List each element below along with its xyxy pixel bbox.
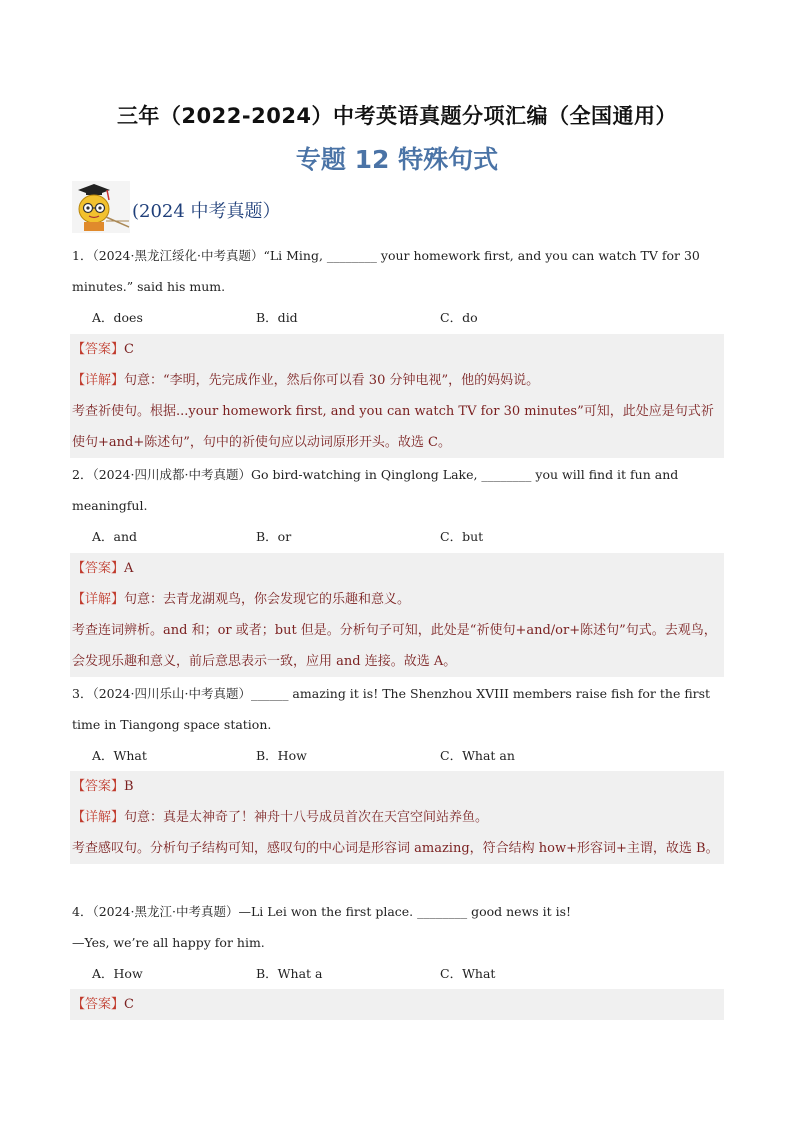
question-3-stem: 3．（2024·四川乐山·中考真题）______ amazing it is! The Shenzhou XVIII members raise fish for the first time in Tiangong space station.: [72, 686, 711, 732]
answer-tag: 【答案】: [72, 342, 125, 357]
question-2-stem: 2．（2024·四川成都·中考真题）Go bird-watching in Qinglong Lake, ________ you will find it fun and meaningful.: [72, 467, 679, 513]
detail-tag: 【详解】: [72, 373, 125, 388]
answer-value: B: [124, 779, 134, 794]
topic-subtitle: 专题 12 特殊句式: [295, 145, 499, 174]
answer-tag: 【答案】: [72, 779, 125, 794]
question-1-options: [92, 302, 692, 333]
answer-box-3: [70, 771, 724, 864]
answer-tag: 【答案】: [72, 997, 125, 1012]
option-c: C．but: [440, 529, 484, 544]
section-label: (2024 中考真题）: [132, 201, 281, 222]
document-title: 三年（2022-2024）中考英语真题分项汇编（全国通用）: [116, 104, 678, 128]
option-a: A．How: [92, 966, 143, 981]
option-b: B．What a: [256, 966, 323, 981]
answer-line: [70, 553, 724, 584]
detail-explanation: 考查祈使句。根据...your homework first, and you can watch TV for 30 minutes”可知，此处应是句式祈使句+and+陈述句”，句中的祈使句应以动词原形开头。故选 C。: [72, 404, 714, 450]
graduate-mascot-icon: [72, 181, 130, 233]
question-1-stem: 1．（2024·黑龙江绥化·中考真题）“Li Ming, ________ your homework first, and you can watch TV for 30 minutes.” said his mum.: [72, 248, 700, 294]
question-3-options: [92, 740, 692, 771]
question-2-options: [92, 521, 692, 552]
option-c: C．What: [440, 966, 496, 981]
question-4-options: [92, 958, 692, 989]
detail-line: [70, 584, 724, 615]
question-4-response: —Yes, we’re all happy for him.: [72, 935, 265, 950]
option-b: B．did: [256, 310, 298, 325]
question-4-stem: 4．（2024·黑龙江·中考真题）—Li Lei won the first place. ________ good news it is!: [72, 904, 572, 919]
detail-text: 句意：“李明，先完成作业，然后你可以看 30 分钟电视”，他的妈妈说。: [124, 373, 540, 388]
answer-line: [70, 771, 724, 802]
detail-text: 句意：真是太神奇了！神舟十八号成员首次在天宫空间站养鱼。: [124, 810, 489, 825]
answer-line: [70, 989, 724, 1020]
option-a: A．does: [92, 310, 143, 325]
detail-line: [70, 365, 724, 396]
detail-line: [70, 802, 724, 833]
detail-tag: 【详解】: [72, 810, 125, 825]
detail-explanation: 考查连词辨析。and 和；or 或者；but 但是。分析句子可知，此处是“祈使句+and/or+陈述句”句式。去观鸟，会发现乐趣和意义，前后意思表示一致，应用 and 连接。故选 A。: [72, 623, 717, 669]
option-b: B．or: [256, 529, 292, 544]
option-c: C．do: [440, 310, 478, 325]
answer-box-4: [70, 989, 724, 1020]
answer-tag: 【答案】: [72, 561, 125, 576]
detail-text: 句意：去青龙湖观鸟，你会发现它的乐趣和意义。: [124, 592, 411, 607]
section-header: [72, 181, 281, 233]
answer-line: [70, 334, 724, 365]
answer-value: C: [124, 342, 134, 357]
option-a: A．and: [92, 529, 138, 544]
answer-box-1: [70, 334, 724, 458]
answer-value: C: [124, 997, 134, 1012]
detail-explanation: 考查感叹句。分析句子结构可知，感叹句的中心词是形容词 amazing，符合结构 how+形容词+主谓，故选 B。: [72, 841, 719, 856]
answer-box-2: [70, 553, 724, 677]
option-b: B．How: [256, 748, 307, 763]
option-c: C．What an: [440, 748, 515, 763]
answer-value: A: [124, 561, 134, 576]
detail-tag: 【详解】: [72, 592, 125, 607]
option-a: A．What: [92, 748, 147, 763]
